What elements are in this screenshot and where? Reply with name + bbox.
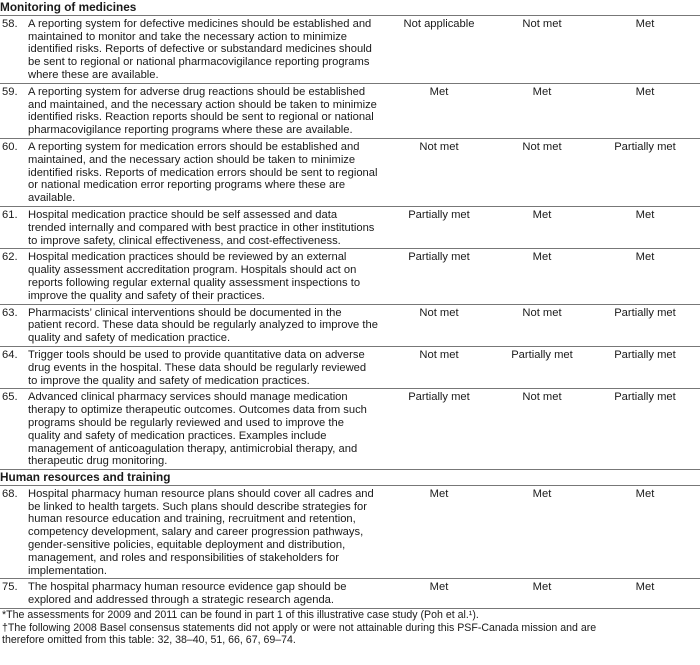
table-row	[0, 579, 700, 608]
assessment-value-1: Partially met	[384, 249, 494, 304]
section-header-monitoring	[0, 0, 700, 15]
statement-text: A reporting system for adverse drug reactions should be established and maintained, and the necessary action should be taken to minimize identified risks. Reaction reports should be sent to regional or national pharmacovigilance reporting programs where these are available.	[28, 85, 377, 137]
assessment-value-1: Not met	[384, 346, 494, 388]
statement-text: Pharmacists’ clinical interventions should be documented in the patient record. These data should be regularly analyzed to improve the quality and safety of medication practice.	[28, 306, 378, 345]
statement-number: 58.	[2, 17, 18, 30]
table-row	[0, 83, 700, 138]
statement-text: A reporting system for defective medicines should be established and maintained to monitor and take the necessary action to minimize identified risks. Reports of defective or substandard medicines should be sent to regional or national pharmacovigilance reporting programs where these are available.	[28, 17, 372, 81]
assessment-value-3: Met	[590, 579, 700, 608]
assessment-value-1: Not met	[384, 138, 494, 206]
assessment-value-2: Met	[494, 579, 590, 608]
assessment-value-2: Not met	[494, 138, 590, 206]
table-row	[0, 304, 700, 346]
statement-text: A reporting system for medication errors should be established and maintained, and the necessary action should be taken to minimize identified risks. Reports of medication errors should be sent to regional or national medication error reporting programs where these are available.	[28, 140, 378, 205]
table-row	[0, 485, 700, 579]
assessment-value-1: Not applicable	[384, 15, 494, 83]
assessment-value-3: Met	[590, 206, 700, 248]
statement-text: Hospital medication practices should be reviewed by an external quality assessment accreditation program. Hospitals should act on reports following regular external quality assessment inspections to improve the quality and safety of their practices.	[28, 251, 361, 302]
table-row	[0, 249, 700, 304]
assessment-value-1: Met	[384, 485, 494, 579]
statement-number: 60.	[2, 140, 18, 153]
statement-number: 62.	[2, 251, 18, 264]
assessment-value-1: Partially met	[384, 389, 494, 470]
assessment-value-1: Not met	[384, 304, 494, 346]
footnote-omitted-line-2: therefore omitted from this table: 32, 38–40, 51, 66, 67, 69–74.	[2, 634, 296, 647]
footnote-assessments: *The assessments for 2009 and 2011 can be found in part 1 of this illustrative case study (Poh et al.¹).	[2, 609, 479, 622]
assessment-value-1: Met	[384, 579, 494, 608]
statement-text: The hospital pharmacy human resource evidence gap should be explored and addressed through a strategic research agenda.	[28, 581, 347, 607]
statement-number: 59.	[2, 85, 18, 98]
assessment-value-2: Met	[494, 249, 590, 304]
assessment-value-3: Met	[590, 249, 700, 304]
section-title: Monitoring of medicines	[0, 0, 137, 14]
statement-text: Hospital medication practice should be self assessed and data trended internally and compared with best practice in other institutions to improve safety, clinical effectiveness, and cost-effectiveness.	[28, 208, 375, 247]
table-row	[0, 206, 700, 248]
footnote-omitted-line-1: †The following 2008 Basel consensus statements did not apply or were not attainable during this PSF-Canada mission and are	[2, 621, 597, 634]
statement-number: 64.	[2, 348, 18, 361]
statement-number: 61.	[2, 208, 18, 221]
assessment-value-2: Partially met	[494, 346, 590, 388]
section-title: Human resources and training	[0, 470, 700, 486]
statement-text: Trigger tools should be used to provide quantitative data on adverse drug events in the hospital. These data should be regularly reviewed to improve the quality and safety of medication practices.	[28, 348, 367, 387]
assessment-value-3: Partially met	[590, 346, 700, 388]
table-footnotes	[0, 608, 700, 647]
assessment-value-3: Partially met	[590, 138, 700, 206]
assessment-value-2: Not met	[494, 389, 590, 470]
assessment-value-3: Met	[590, 83, 700, 138]
assessment-value-2: Not met	[494, 15, 590, 83]
statement-number: 68.	[2, 487, 18, 500]
statement-text: Advanced clinical pharmacy services should manage medication therapy to optimize therapeutic outcomes. Outcomes data from such programs should be regularly reviewed and used to improve the quality and safety of medication practices. Examples include management of anticoagulation therapy, antimicrobial therapy, and therapeutic drug monitoring.	[28, 391, 367, 468]
assessment-value-1: Partially met	[384, 206, 494, 248]
assessment-value-2: Not met	[494, 304, 590, 346]
assessment-value-3: Partially met	[590, 304, 700, 346]
assessment-value-1: Met	[384, 83, 494, 138]
statement-number: 65.	[2, 391, 18, 404]
assessment-value-3: Met	[590, 15, 700, 83]
table-row	[0, 346, 700, 388]
assessment-value-3: Met	[590, 485, 700, 579]
table-row	[0, 389, 700, 470]
statement-number: 75.	[2, 581, 18, 594]
section-header-human-resources	[0, 470, 700, 486]
assessment-value-2: Met	[494, 485, 590, 579]
assessment-value-3: Partially met	[590, 389, 700, 470]
assessment-value-2: Met	[494, 206, 590, 248]
statement-text: Hospital pharmacy human resource plans should cover all cadres and be linked to health targets. Such plans should describe strategies for human resource education and training, recruitment and retention, competency development, salary and career progression pathways, gender-sensitive policies, equitable deployment and distribution, management, and roles and responsibilities of stakeholders for implementation.	[28, 487, 374, 577]
table-row	[0, 15, 700, 83]
assessment-value-2: Met	[494, 83, 590, 138]
table-row	[0, 138, 700, 206]
statement-number: 63.	[2, 306, 18, 319]
